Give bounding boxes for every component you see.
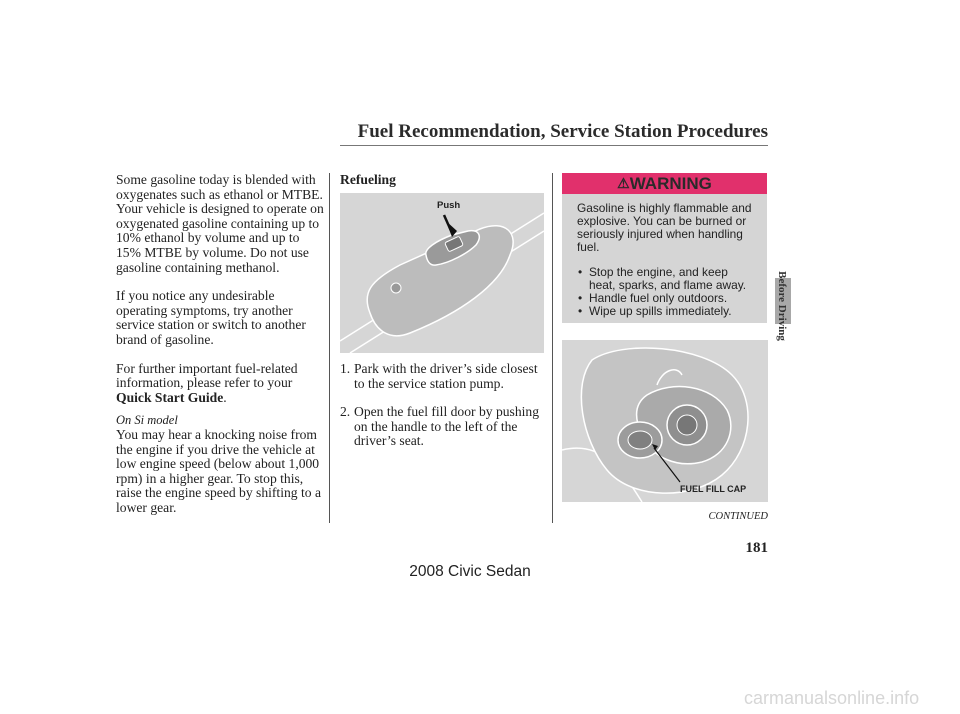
fuel-door-handle-figure xyxy=(340,193,544,353)
step-text: Open the fuel fill door by pushing on the handle to the left of the driver’s seat. xyxy=(354,404,539,449)
page-title: Fuel Recommendation, Service Station Procedures xyxy=(357,121,768,142)
column-divider-right xyxy=(552,173,553,523)
si-model-note: On Si model xyxy=(116,413,178,427)
title-rule xyxy=(340,145,768,146)
refueling-heading: Refueling xyxy=(340,172,396,187)
ethanol-paragraph: Some gasoline today is blended with oxygenates such as ethanol or MTBE. Your vehicle is designed to operate on oxygenated gasoline containing up to 10% ethanol by volume and up to 15% MTBE by volume. Do not use gasoline containing methanol. xyxy=(116,172,324,275)
step-number: 1. xyxy=(340,361,351,376)
refueling-steps xyxy=(340,362,546,463)
warning-bullet: • Stop the engine, and keep heat, sparks, and flame away. xyxy=(577,266,757,292)
column-divider-left xyxy=(329,173,330,523)
warning-content xyxy=(577,202,757,318)
fuel-fill-cap-label: FUEL FILL CAP xyxy=(680,484,747,494)
left-column xyxy=(116,173,326,405)
continued-label: CONTINUED xyxy=(708,511,768,522)
step-2 xyxy=(340,405,546,449)
quick-start-text: For further important fuel-related information, please refer to your xyxy=(116,360,298,391)
warning-triangle-icon: ⚠ xyxy=(617,175,630,191)
step-text: Park with the driver’s side closest to the service station pump. xyxy=(354,361,538,391)
fuel-door-handle-illustration xyxy=(340,193,544,353)
step-number: 2. xyxy=(340,404,351,420)
warning-bullet: • Wipe up spills immediately. xyxy=(577,305,757,318)
warning-intro: Gasoline is highly flammable and explosive. You can be burned or seriously injured when handling fuel. xyxy=(577,201,752,254)
push-label: Push xyxy=(437,200,461,211)
symptoms-paragraph: If you notice any undesirable operating symptoms, try another service station or switch to another brand of gasoline. xyxy=(116,288,306,347)
warning-bullets xyxy=(577,266,757,318)
section-tab-label: Before Driving xyxy=(776,271,788,341)
footer-model: 2008 Civic Sedan xyxy=(409,563,531,580)
warning-title: WARNING xyxy=(629,174,712,193)
warning-bullet: • Handle fuel only outdoors. xyxy=(577,292,757,305)
fuel-cap-illustration xyxy=(562,340,768,502)
step-1 xyxy=(340,362,546,391)
watermark: carmanualsonline.info xyxy=(744,688,920,708)
quick-start-period: . xyxy=(223,389,227,405)
quick-start-paragraph xyxy=(116,362,326,406)
fuel-cap-figure xyxy=(562,340,768,502)
quick-start-guide-ref: Quick Start Guide xyxy=(116,389,224,405)
page-number: 181 xyxy=(745,540,768,556)
warning-header xyxy=(562,173,767,194)
knocking-paragraph: You may hear a knocking noise from the engine if you drive the vehicle at low engine speed (below about 1,000 rpm) in a higher gear. To stop this, raise the engine speed by shifting to a lower gear. xyxy=(116,427,321,515)
